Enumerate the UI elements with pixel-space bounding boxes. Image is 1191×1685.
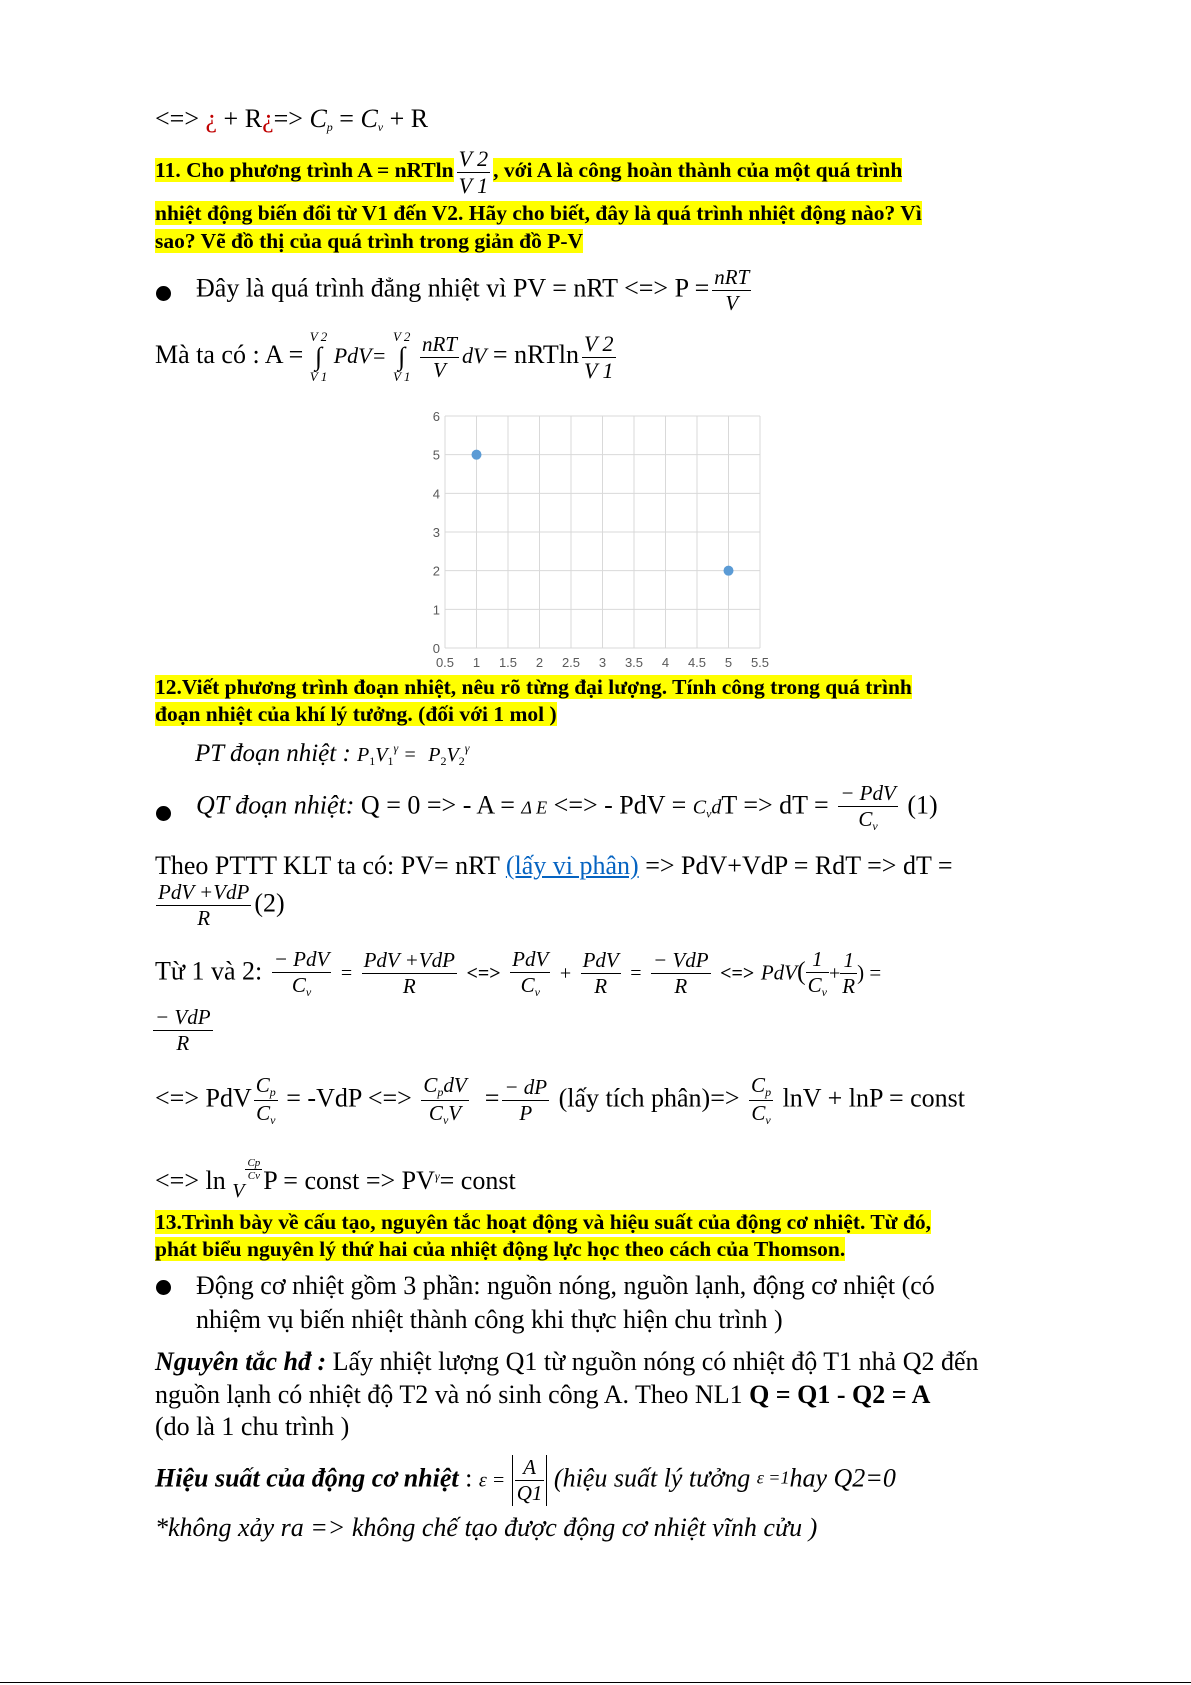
equation-line-cp: <=> ¿ + R¿=> $C_p = C_v + R$ xyxy=(155,104,429,134)
bullet-icon xyxy=(156,806,171,821)
x-tick-label: 5 xyxy=(724,655,733,670)
principle-line2: nguồn lạnh có nhiệt độ T2 và nó sinh công A. Theo NL1 Q = Q1 - Q2 = A xyxy=(155,1380,931,1409)
x-tick-label: 2 xyxy=(535,655,544,670)
y-tick-label: 2 xyxy=(432,563,440,579)
x-tick-label: 2.5 xyxy=(561,655,581,670)
question-11-line1: 11. Cho phương trình A = nRTln $\frac{V 2}{V 1}$ , với A là công hoàn thành của một quá trình xyxy=(155,146,903,198)
question-11-line2: nhiệt động biến đổi từ V1 đến V2. Hãy cho biết, đây là quá trình nhiệt động nào? Vì xyxy=(155,201,922,225)
efficiency-note: *không xảy ra => không chế tạo được động cơ nhiệt vĩnh cửu ) xyxy=(155,1513,818,1542)
adiabatic-equation: PT đoạn nhiệt : $P_1V_1^\gamma = P_2V_2^\gamma$ xyxy=(195,740,470,768)
bullet-icon xyxy=(156,1280,171,1295)
x-tick-label: 1.5 xyxy=(498,655,518,670)
question-12-line1: 12.Viết phương trình đoạn nhiệt, nêu rõ từng đại lượng. Tính công trong quá trình xyxy=(155,675,912,699)
question-13-line1: 13.Trình bày về cấu tạo, nguyên tắc hoạt động và hiệu suất của động cơ nhiệt. Từ đó, xyxy=(155,1210,932,1234)
y-tick-label: 3 xyxy=(432,525,440,540)
efficiency-line: Hiệu suất của động cơ nhiệt : ε = $\frac{A}{Q1}$ (hiệu suất lý tưởng ε =1hay Q2=0 xyxy=(155,1455,896,1505)
x-tick-label: 5.5 xyxy=(750,655,770,670)
y-tick-label: 0 xyxy=(432,641,440,656)
x-tick-label: 1 xyxy=(472,655,481,670)
x-tick-label: 4.5 xyxy=(687,655,707,670)
principle-line3: (do là 1 chu trình ) xyxy=(155,1412,350,1441)
y-tick-label: 6 xyxy=(432,409,440,424)
from-1-and-2-line: Từ 1 và 2: $\frac{\text{− PdV}}{C_v}$ = $\frac{\text{PdV +VdP}}{R}$ <=> $\frac{\text{PdV}}{C_v}$ + $\frac{\text{PdV}}{R}$ = $\frac{\text{− VdP}}{R}$ <=> PdV( $\frac{1}{C_v}$ + $\frac{1}{R}$ ) = xyxy=(155,947,882,999)
question-12-line2: đoạn nhiệt của khí lý tưởng. (đối với 1 mol ) xyxy=(155,702,557,726)
x-tick-label: 3 xyxy=(598,655,607,670)
isothermal-statement: Đây là quá trình đẳng nhiệt vì PV = nRT <=> P = $\frac{\text{nRT}}{V}$ xyxy=(196,265,750,315)
y-tick-label: 4 xyxy=(432,486,440,502)
engine-parts-line2: nhiệm vụ biến nhiệt thành công khi thực hiện chu trình ) xyxy=(196,1305,783,1334)
x-tick-label: 4 xyxy=(661,655,670,670)
equation-2: $\frac{\text{PdV +VdP}}{R}$ (2) xyxy=(158,880,285,930)
x-tick-label: 3.5 xyxy=(624,655,644,670)
x-tick-label: 0.5 xyxy=(435,655,455,670)
final-adiabatic-line: <=> ln $_V$ $\frac{Cp}{Cv}$ P = const => $PV^\gamma=$ const xyxy=(155,1157,516,1202)
work-integral-line: Mà ta có : A = V 2 ∫ V 1 PdV= V 2 ∫ V 1 $\frac{\text{nRT}}{V}$ dV = nRTln $\frac{V 2}{V 1}$ xyxy=(155,329,614,384)
question-11-line3: sao? Vẽ đồ thị của quá trình trong giản đồ P-V xyxy=(155,229,584,253)
integration-line: <=> PdV $\frac{C_p}{C_v}$ = -VdP <=> $\frac{C_pdV}{C_vV}$ = $\frac{- dP}{P}$ (lấy tích phân)=> $\frac{C_p}{C_v}$ lnV + lnP = const xyxy=(155,1073,966,1127)
theo-pttt-line: Theo PTTT KLT ta có: PV= nRT (lấy vi phân) => PdV+VdP = RdT => dT = xyxy=(155,851,953,880)
pv-scatter-chart xyxy=(0,0,1191,680)
page-bottom-rule xyxy=(0,1682,1191,1683)
principle-line1: Nguyên tắc hđ : Lấy nhiệt lượng Q1 từ nguồn nóng có nhiệt độ T1 nhả Q2 đến xyxy=(155,1347,979,1376)
from-1-and-2-result: $\frac{\text{− VdP}}{R}$ xyxy=(155,1005,211,1055)
y-tick-label: 1 xyxy=(432,602,440,618)
data-point xyxy=(724,566,734,576)
adiabatic-process-line: QT đoạn nhiệt: Q = 0 => - A = Δ E <=> - PdV = $C_vdT$ => dT = $\frac{\text{− PdV}}{C_v}$ (1) xyxy=(196,781,938,833)
data-point xyxy=(472,450,482,460)
question-13-line2: phát biểu nguyên lý thứ hai của nhiệt động lực học theo cách của Thomson. xyxy=(155,1237,846,1261)
engine-parts-line1: Động cơ nhiệt gồm 3 phần: nguồn nóng, nguồn lạnh, động cơ nhiệt (có xyxy=(196,1271,935,1300)
fraction-v2-v1: $\frac{V 2}{V 1}$ xyxy=(458,146,489,198)
vi-phan-link[interactable]: (lấy vi phân) xyxy=(505,851,639,880)
y-tick-label: 5 xyxy=(432,447,440,463)
